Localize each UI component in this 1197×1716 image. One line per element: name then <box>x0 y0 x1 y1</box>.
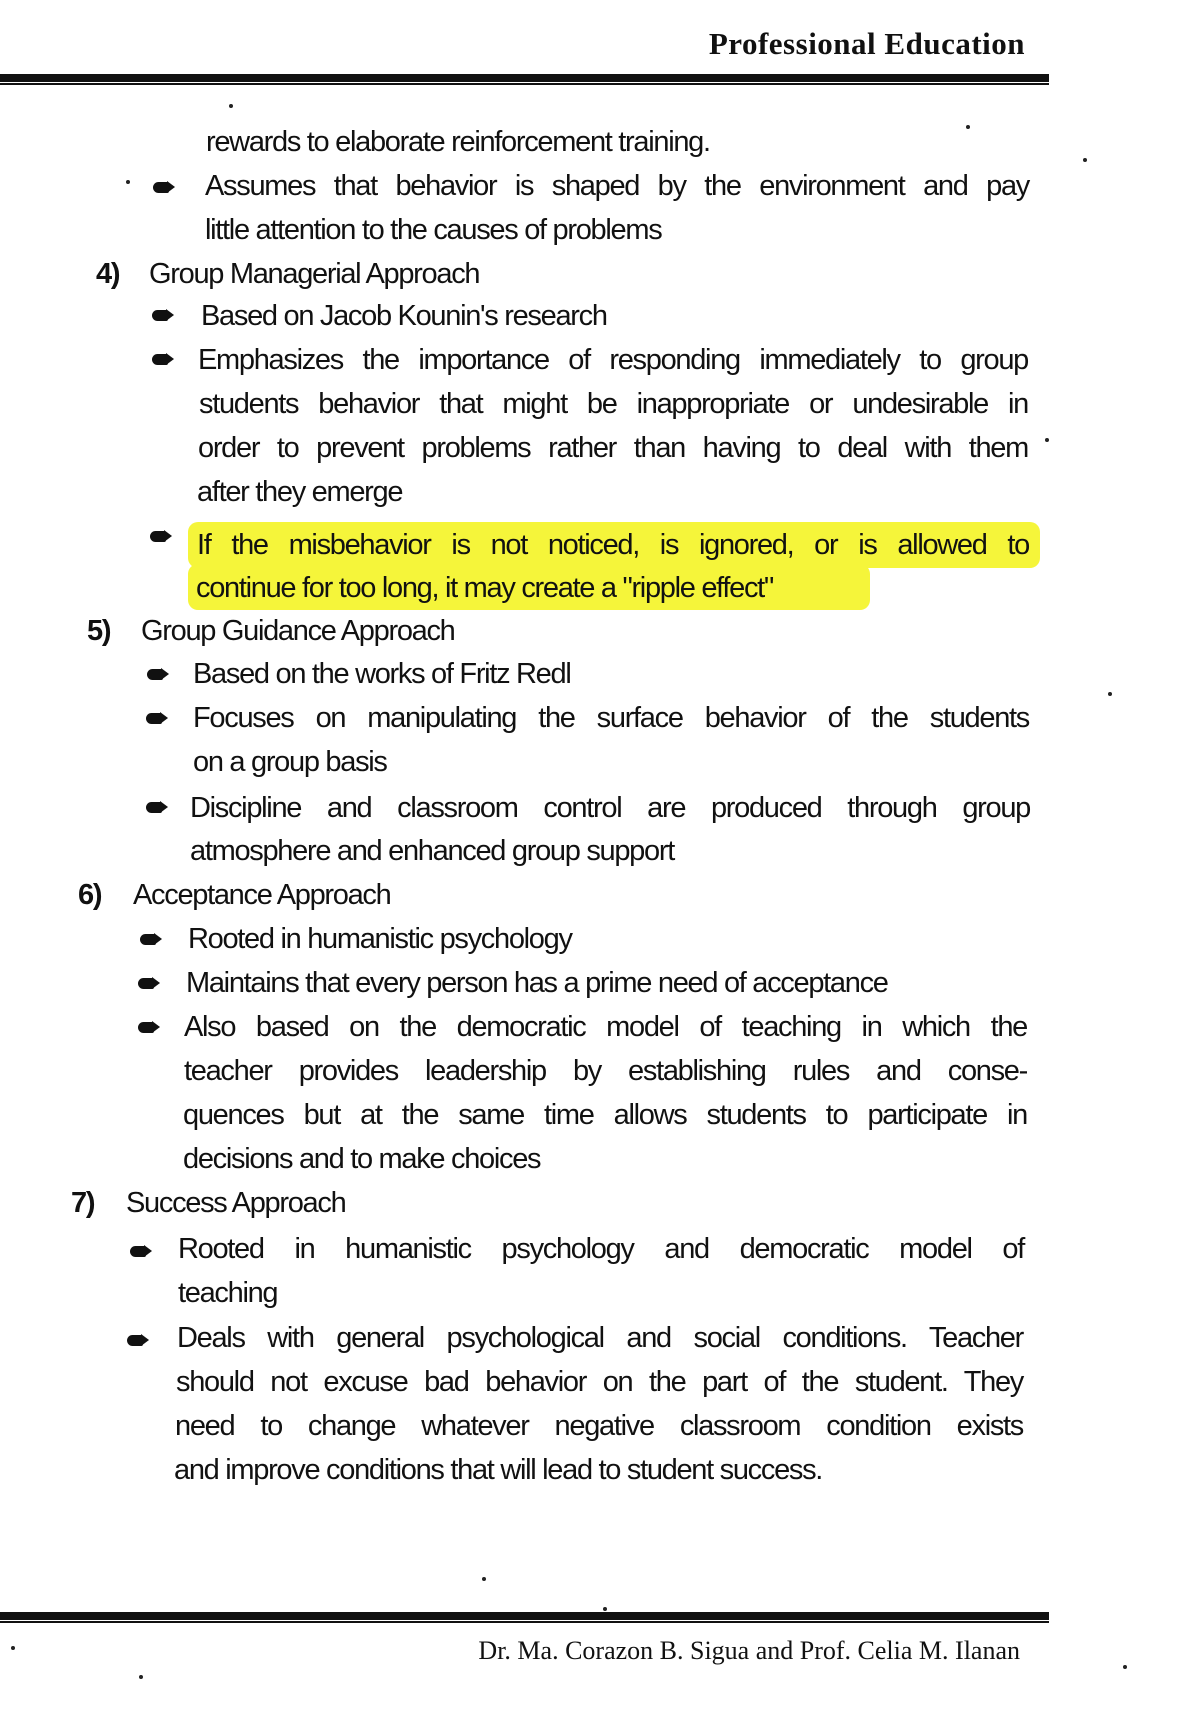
bullet-line: Maintains that every person has a prime need of acceptance <box>186 967 888 999</box>
page-header-title: Professional Education <box>708 26 1025 61</box>
arrow-bullet-icon <box>140 933 162 946</box>
bullet-line: Based on the works of Fritz Redl <box>193 658 571 690</box>
bullet-line: and improve conditions that will lead to student success. <box>174 1454 823 1486</box>
scan-speck <box>1083 158 1087 162</box>
arrow-bullet-icon <box>152 309 174 322</box>
intro-bullet-line: little attention to the causes of problems <box>205 214 662 246</box>
section-number: 4) <box>96 258 120 290</box>
arrow-bullet-icon <box>138 1021 160 1034</box>
scan-speck <box>11 1646 15 1650</box>
section-title: Group Managerial Approach <box>149 258 480 290</box>
bullet-line-highlighted: If the misbehavior is not noticed, is ignored, or is allowed to <box>197 529 1029 561</box>
arrow-bullet-icon <box>153 181 175 194</box>
bullet-line: Deals with general psychological and social conditions. Teacher <box>177 1322 1023 1354</box>
bullet-line: on a group basis <box>193 746 387 778</box>
bullet-line: Discipline and classroom control are produced through group <box>190 792 1030 824</box>
section-title: Success Approach <box>126 1187 346 1219</box>
bullet-line: decisions and to make choices <box>183 1143 541 1175</box>
bullet-line: Rooted in humanistic psychology and democratic model of <box>178 1233 1024 1265</box>
intro-bullet-line: Assumes that behavior is shaped by the environment and pay <box>205 170 1029 202</box>
arrow-bullet-icon <box>150 530 172 543</box>
bullet-line: Emphasizes the importance of responding immediately to group <box>198 344 1028 376</box>
bullet-line: Focuses on manipulating the surface behavior of the students <box>193 702 1029 734</box>
bullet-line: teacher provides leadership by establishing rules and conse- <box>184 1055 1027 1087</box>
bullet-line: should not excuse bad behavior on the part of the student. They <box>176 1366 1023 1398</box>
footer-rule <box>0 1612 1049 1620</box>
intro-continuation-line: rewards to elaborate reinforcement training. <box>206 126 710 158</box>
arrow-bullet-icon <box>138 977 160 990</box>
arrow-bullet-icon <box>146 712 168 725</box>
section-title: Acceptance Approach <box>133 879 391 911</box>
scan-speck <box>603 1607 607 1611</box>
bullet-line-highlighted: continue for too long, it may create a "ripple effect" <box>196 572 773 604</box>
arrow-bullet-icon <box>147 668 169 681</box>
scan-speck <box>1123 1665 1127 1669</box>
bullet-line: Based on Jacob Kounin's research <box>201 300 607 332</box>
scan-speck <box>482 1577 486 1581</box>
scan-speck <box>1045 438 1049 442</box>
scan-speck <box>1108 692 1112 696</box>
bullet-line: Rooted in humanistic psychology <box>188 923 572 955</box>
arrow-bullet-icon <box>146 801 168 814</box>
bullet-line: quences but at the same time allows students to participate in <box>183 1099 1027 1131</box>
header-rule <box>0 74 1049 82</box>
section-number: 7) <box>71 1187 95 1219</box>
bullet-line: atmosphere and enhanced group support <box>190 835 674 867</box>
scan-speck <box>229 104 233 108</box>
scan-speck <box>126 180 130 184</box>
arrow-bullet-icon <box>130 1245 152 1258</box>
bullet-line: order to prevent problems rather than having to deal with them <box>198 432 1028 464</box>
bullet-line: need to change whatever negative classroom condition exists <box>175 1410 1023 1442</box>
arrow-bullet-icon <box>152 353 174 366</box>
bullet-line: students behavior that might be inappropriate or undesirable in <box>199 388 1028 420</box>
footer-authors: Dr. Ma. Corazon B. Sigua and Prof. Celia M. Ilanan <box>478 1636 1020 1665</box>
scan-speck <box>139 1675 143 1679</box>
section-title: Group Guidance Approach <box>141 615 455 647</box>
bullet-line: Also based on the democratic model of teaching in which the <box>184 1011 1027 1043</box>
section-number: 5) <box>87 615 111 647</box>
scan-speck <box>966 125 970 129</box>
bullet-line: teaching <box>178 1277 278 1309</box>
arrow-bullet-icon <box>127 1334 149 1347</box>
bullet-line: after they emerge <box>197 476 403 508</box>
section-number: 6) <box>78 879 102 911</box>
